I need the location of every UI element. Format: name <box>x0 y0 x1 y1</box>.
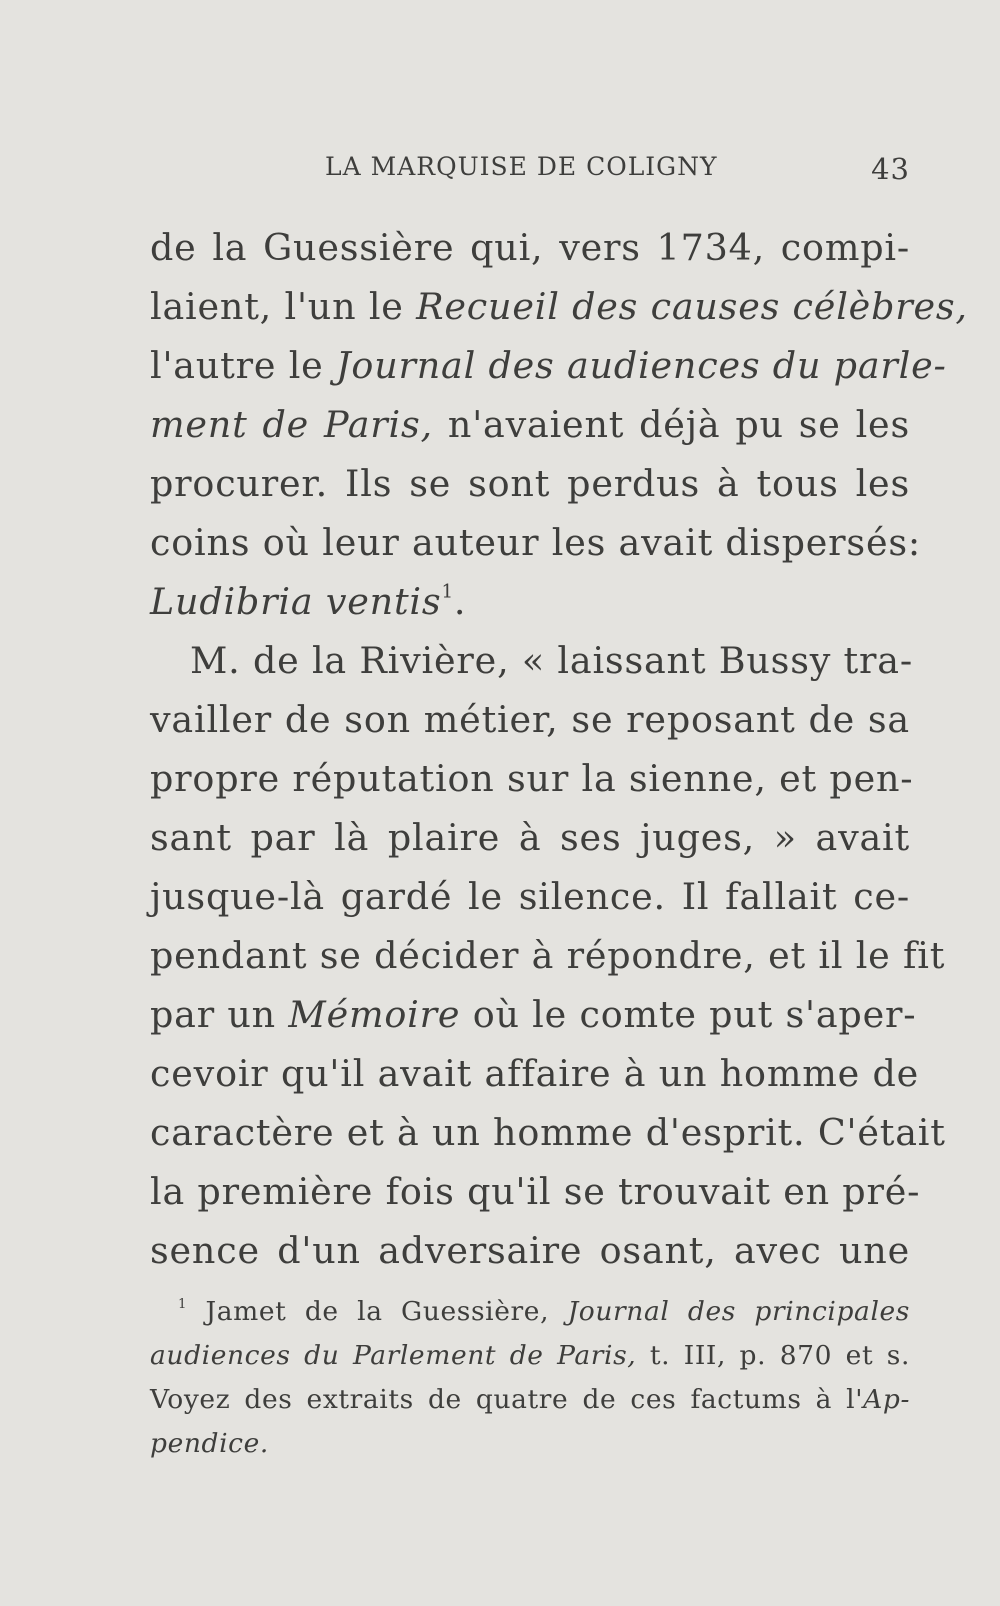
page-number: 43 <box>871 152 910 186</box>
footnote-line <box>150 1378 910 1422</box>
italic-title: ment de Paris, <box>150 403 433 446</box>
italic-title: Journal des audiences du parle- <box>335 344 947 387</box>
running-title: LA MARQUISE DE COLIGNY <box>325 152 718 181</box>
text-span: Jamet de la Guessière, <box>187 1296 568 1327</box>
text-span: où le comte put s'aper- <box>460 993 917 1036</box>
text-line: caractère et à un homme d'esprit. C'était <box>150 1111 946 1154</box>
text-line: vailler de son métier, se reposant de sa <box>150 698 910 741</box>
text-span: n'avaient déjà pu se les <box>432 403 910 446</box>
text-line: coins où leur auteur les avait dispersés: <box>150 521 921 564</box>
text-span: l'autre le <box>150 344 336 387</box>
text-line: sence d'un adversaire osant, avec une <box>150 1229 910 1272</box>
italic-title: Mémoire <box>288 993 461 1036</box>
text-line <box>150 336 947 395</box>
text-line: la première fois qu'il se trouvait en pré- <box>150 1170 921 1213</box>
body-text <box>150 218 968 1280</box>
footnote-line <box>150 1422 910 1466</box>
text-span: t. III, p. 870 et s. <box>636 1340 910 1371</box>
running-header <box>150 152 910 192</box>
text-line: de la Guessière qui, vers 1734, compi- <box>150 226 910 269</box>
italic-title: Ap- <box>863 1384 910 1415</box>
text-line: sant par là plaire à ses juges, » avait <box>150 816 910 859</box>
text-line: M. de la Rivière, « laissant Bussy tra- <box>190 639 913 682</box>
footnote-line <box>150 1334 910 1378</box>
text-line: propre réputation sur la sienne, et pen- <box>150 757 914 800</box>
text-line <box>150 985 917 1044</box>
footnote-line <box>150 1290 910 1334</box>
text-span: par un <box>150 993 289 1036</box>
paragraph <box>150 631 946 1280</box>
footnote-marker: 1 <box>178 1297 188 1313</box>
italic-title: pendice. <box>150 1428 269 1459</box>
text-line <box>150 572 910 631</box>
text-line <box>150 277 968 336</box>
italic-title: Recueil des causes célèbres, <box>416 285 968 328</box>
footnote-ref: 1 <box>441 581 454 603</box>
text-line <box>150 395 910 454</box>
italic-title: Journal des principales <box>567 1296 911 1327</box>
text-line: cevoir qu'il avait affaire à un homme de <box>150 1052 920 1095</box>
text-span: . <box>453 580 467 623</box>
footnote <box>150 1290 910 1466</box>
text-span: laient, l'un le <box>150 285 417 328</box>
paragraph <box>150 218 968 631</box>
text-line: jusque-là gardé le silence. Il fallait ce- <box>150 875 910 918</box>
italic-title: audiences du Parlement de Paris, <box>150 1340 637 1371</box>
text-line: pendant se décider à répondre, et il le fit <box>150 934 946 977</box>
text-span: Voyez des extraits de quatre de ces factums à l' <box>150 1384 864 1415</box>
text-line: procurer. Ils se sont perdus à tous les <box>150 462 910 505</box>
latin-quote: Ludibria ventis <box>150 580 442 623</box>
